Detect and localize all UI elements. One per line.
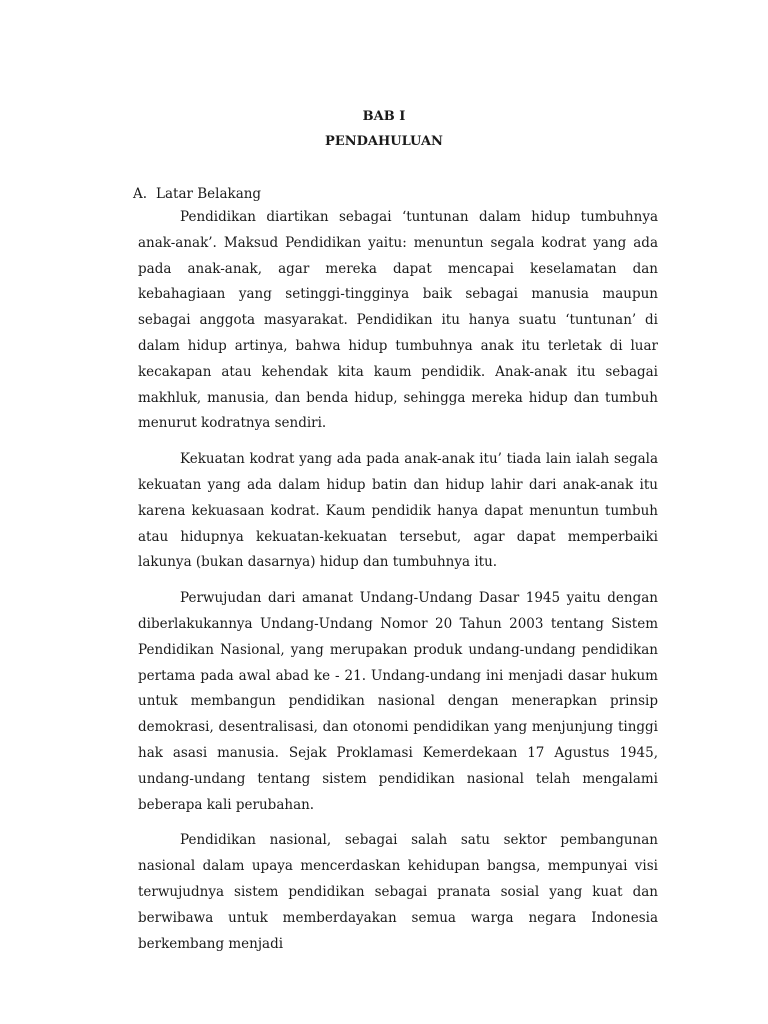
- section-number: A.: [133, 186, 148, 202]
- paragraph: Perwujudan dari amanat Undang-Undang Dasar 1945 yaitu dengan diberlakukannya Undang-Undang Nomor 20 Tahun 2003 tentang Sistem Pendidikan Nasional, yang merupakan produk undang-undang pendidikan pertama pada awal abad ke - 21. Undang-undang ini menjadi dasar hukum untuk membangun pendidikan nasional dengan menerapkan prinsip demokrasi, desentralisasi, dan otonomi pendidikan yang menjunjung tinggi hak asasi manusia. Sejak Proklamasi Kemerdekaan 17 Agustus 1945, undang-undang tentang sistem pendidikan nasional telah mengalami beberapa kali perubahan.: [138, 590, 658, 813]
- body-text: [138, 205, 658, 967]
- section-heading: [133, 184, 261, 204]
- paragraph: Kekuatan kodrat yang ada pada anak-anak itu’ tiada lain ialah segala kekuatan yang ada dalam hidup batin dan hidup lahir dari anak-anak itu karena kekuasaan kodrat. Kaum pendidik hanya dapat menuntun tumbuh atau hidupnya kekuatan-kekuatan tersebut, agar dapat memperbaiki lakunya (bukan dasarnya) hidup dan tumbuhnya itu.: [138, 451, 658, 571]
- section-title: Latar Belakang: [156, 186, 262, 202]
- chapter-number: BAB I: [362, 109, 406, 124]
- chapter-title: PENDAHULUAN: [325, 134, 443, 149]
- paragraph: Pendidikan nasional, sebagai salah satu sektor pembangunan nasional dalam upaya mencerdaskan kehidupan bangsa, mempunyai visi terwujudnya sistem pendidikan sebagai pranata sosial yang kuat dan berwibawa untuk memberdayakan semua warga negara Indonesia berkembang menjadi: [138, 832, 658, 952]
- paragraph: Pendidikan diartikan sebagai ‘tuntunan dalam hidup tumbuhnya anak-anak’. Maksud Pendidikan yaitu: menuntun segala kodrat yang ada pada anak-anak, agar mereka dapat mencapai keselamatan dan kebahagiaan yang setinggi-tingginya baik sebagai manusia maupun sebagai anggota masyarakat. Pendidikan itu hanya suatu ‘tuntunan’ di dalam hidup artinya, bahwa hidup tumbuhnya anak itu terletak di luar kecakapan atau kehendak kita kaum pendidik. Anak-anak itu sebagai makhluk, manusia, dan benda hidup, sehingga mereka hidup dan tumbuh menurut kodratnya sendiri.: [138, 209, 658, 432]
